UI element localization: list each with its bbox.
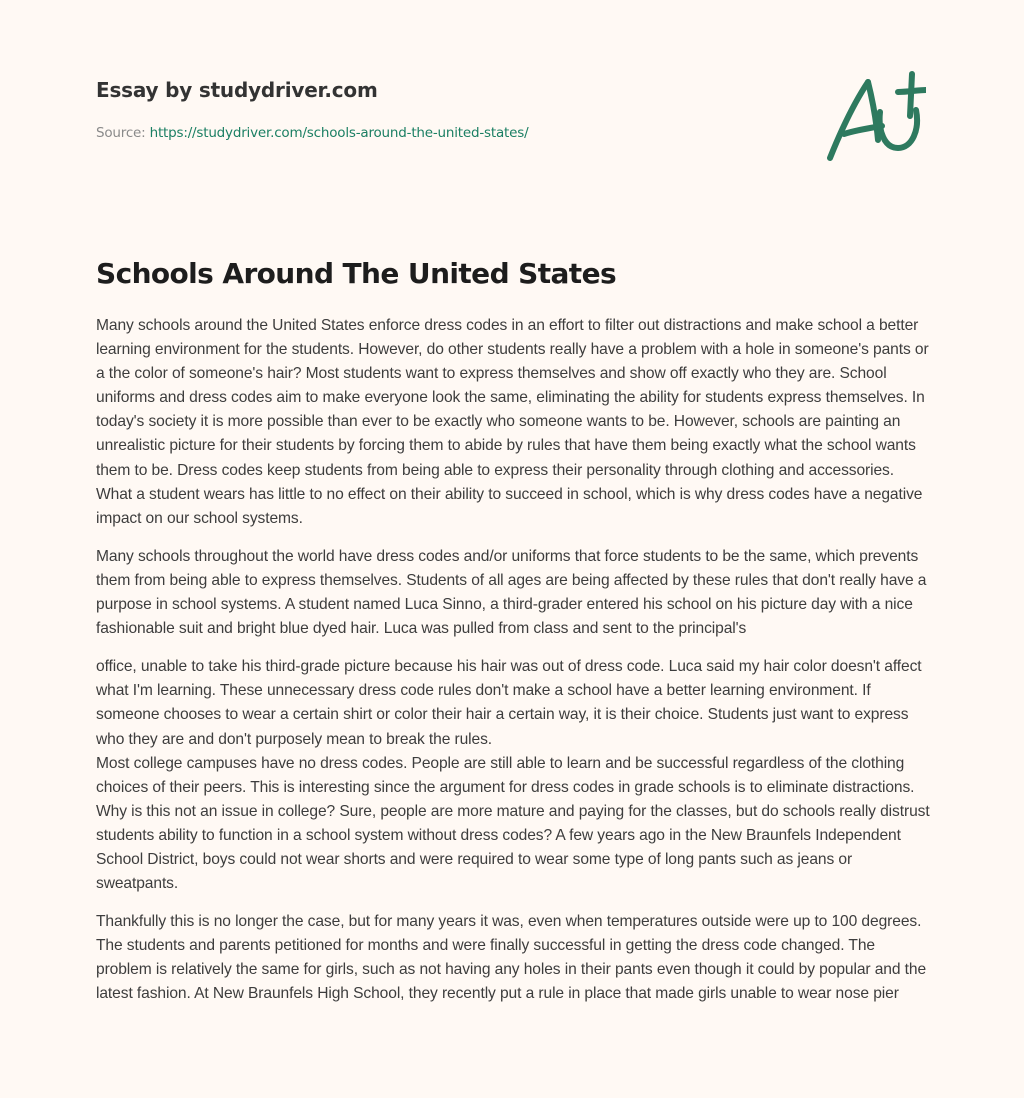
source-link[interactable]: https://studydriver.com/schools-around-the-united-states/ — [149, 125, 529, 141]
essay-body — [96, 314, 932, 1021]
essay-title: Schools Around The United States — [96, 257, 617, 290]
essay-paragraph: office, unable to take his third-grade picture because his hair was out of dress code. Luca said my hair color doesn't affect what I'm learning. These unnecessary dress code rules don't make a school have a better learning environment. If someone chooses to wear a certain shirt or color their hair a certain way, it is their choice. Students just want to express who they are and don't purposely mean to break the rules. — [96, 658, 922, 748]
essay-paragraph: Many schools throughout the world have dress codes and/or uniforms that force students to be the same, which prevents them from being able to express themselves. Students of all ages are being affected by these rules that don't really have a purpose in school systems. A student named Luca Sinno, a third-grader entered his school on his picture day with a nice fashionable suit and bright blue dyed hair. Luca was pulled from class and sent to the principal's — [96, 547, 927, 638]
a-plus-grade-icon — [822, 68, 926, 164]
page-header — [96, 76, 796, 142]
essay-paragraph: Thankfully this is no longer the case, but for many years it was, even when temperatures outside were up to 100 degrees. The students and parents petitioned for months and were finally successful in getting the dress code changed. The problem is relatively the same for girls, such as not having any holes in their pants even though it could by popular and the latest fashion. At New Braunfels High School, they recently put a rule in place that made girls unable to wear nose pier — [96, 913, 927, 1003]
source-line — [96, 124, 796, 142]
essay-paragraph: Most college campuses have no dress codes. People are still able to learn and be successful regardless of the clothing choices of their peers. This is interesting since the argument for dress codes in grade schools is to eliminate distractions. Why is this not an issue in college? Sure, people are more mature and paying for the classes, but do schools really distrust students ability to function in a school system without dress codes? A few years ago in the New Braunfels Independent School District, boys could not wear shorts and were required to wear some type of long pants such as jeans or sweatpants. — [96, 754, 930, 893]
source-label: Source: — [96, 125, 150, 141]
essay-paragraph: Many schools around the United States enforce dress codes in an effort to filter out distractions and make school a better learning environment for the students. However, do other students really have a problem with a hole in someone's pants or a the color of someone's hair? Most students want to express themselves and show off exactly who they are. School uniforms and dress codes aim to make everyone look the same, eliminating the ability for students express themselves. In today's society it is more possible than ever to be exactly who someone wants to be. However, schools are painting an unrealistic picture for their students by forcing them to abide by rules that have them being exactly what the school wants them to be. Dress codes keep students from being able to express their personality through clothing and accessories. What a student wears has little to no effect on their ability to succeed in school, which is why dress codes have a negative impact on our school systems. — [96, 317, 929, 527]
brand-title: Essay by studydriver.com — [96, 78, 378, 102]
